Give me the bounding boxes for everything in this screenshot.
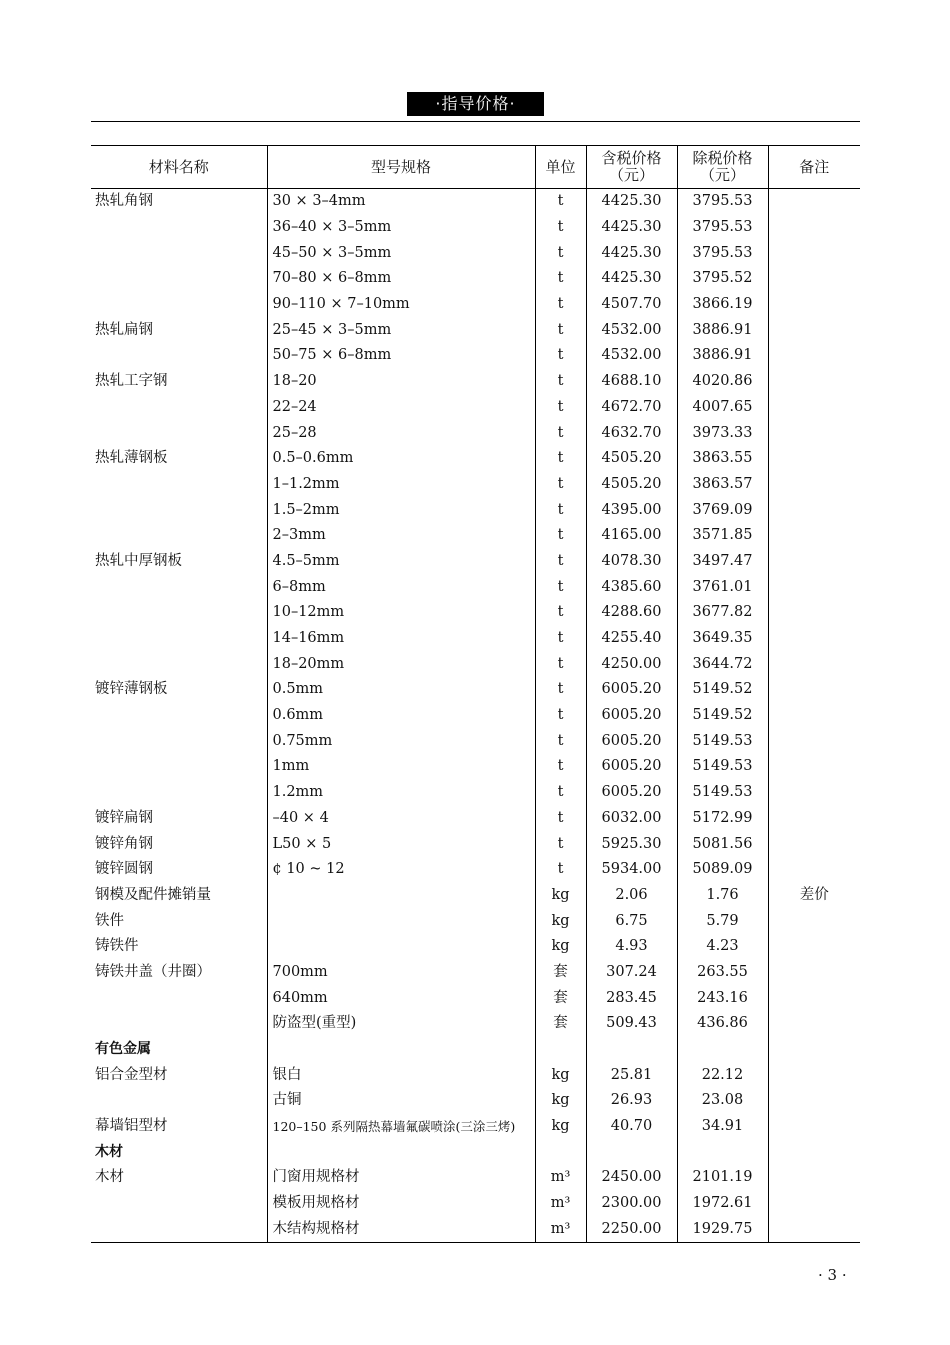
- table-row: [91, 806, 860, 832]
- unit-cell: [535, 1139, 586, 1165]
- unit-cell: t: [535, 446, 586, 472]
- material-name-cell: 铸铁件: [95, 938, 139, 955]
- header-unit: 单位: [535, 146, 586, 189]
- material-name-cell: 热轧角钢: [95, 193, 153, 210]
- price-with-tax-cell: 6032.00: [586, 806, 677, 832]
- price-with-tax-cell: 4255.40: [586, 626, 677, 652]
- material-name-cell: [91, 703, 267, 729]
- price-without-tax-cell: 3886.91: [677, 317, 768, 343]
- price-with-tax-cell: 5934.00: [586, 857, 677, 883]
- unit-cell: t: [535, 343, 586, 369]
- table-row: [91, 240, 860, 266]
- price-with-tax-cell: 4688.10: [586, 369, 677, 395]
- unit-cell: kg: [535, 934, 586, 960]
- section-label: 有色金属: [95, 1041, 151, 1058]
- note-cell: [768, 189, 860, 1243]
- table-row: [91, 1011, 860, 1037]
- unit-cell: t: [535, 395, 586, 421]
- spec-cell: 700mm: [267, 960, 535, 986]
- price-with-tax-cell: 4632.70: [586, 420, 677, 446]
- material-name-cell: 镀锌圆钢: [95, 861, 153, 878]
- material-name-cell: [91, 651, 267, 677]
- table-row: [91, 600, 860, 626]
- table-row: [91, 626, 860, 652]
- price-without-tax-cell: [677, 1139, 768, 1165]
- price-with-tax-cell: 2250.00: [586, 1217, 677, 1243]
- price-with-tax-cell: 6005.20: [586, 677, 677, 703]
- price-without-tax-cell: 1929.75: [677, 1217, 768, 1243]
- spec-cell: 4.5–5mm: [267, 549, 535, 575]
- header-price-without-tax: 除税价格（元）: [677, 146, 768, 189]
- unit-cell: t: [535, 266, 586, 292]
- unit-cell: t: [535, 292, 586, 318]
- price-with-tax-cell: 6005.20: [586, 780, 677, 806]
- table-row: [91, 985, 860, 1011]
- price-without-tax-cell: 5172.99: [677, 806, 768, 832]
- spec-cell: 14–16mm: [267, 626, 535, 652]
- spec-cell: 1.2mm: [267, 780, 535, 806]
- material-name-cell: [91, 292, 267, 318]
- price-without-tax-cell: 2101.19: [677, 1165, 768, 1191]
- spec-cell: 防盗型(重型): [267, 1011, 535, 1037]
- section-label: 木材: [95, 1143, 123, 1160]
- table-row: [91, 1217, 860, 1243]
- spec-cell: 90–110 × 7–10mm: [267, 292, 535, 318]
- table-row: [91, 1191, 860, 1217]
- table-row: [91, 292, 860, 318]
- table-row: [91, 1165, 860, 1191]
- material-name-cell: 热轧薄钢板: [95, 450, 168, 467]
- header-spec: 型号规格: [267, 146, 535, 189]
- spec-cell: 1.5–2mm: [267, 497, 535, 523]
- material-name-cell: [91, 780, 267, 806]
- material-name-cell: 木材: [95, 1169, 124, 1186]
- material-name-cell: [91, 215, 267, 241]
- note-text: 差价: [799, 886, 829, 903]
- price-without-tax-cell: 5089.09: [677, 857, 768, 883]
- price-without-tax-cell: 1.76: [677, 883, 768, 909]
- table-row: [91, 934, 860, 960]
- material-name-cell: [91, 497, 267, 523]
- price-with-tax-cell: 4532.00: [586, 317, 677, 343]
- price-without-tax-cell: 3649.35: [677, 626, 768, 652]
- price-with-tax-cell: 4165.00: [586, 523, 677, 549]
- spec-cell: 0.5–0.6mm: [267, 446, 535, 472]
- price-without-tax-cell: 3795.53: [677, 215, 768, 241]
- unit-cell: t: [535, 780, 586, 806]
- price-without-tax-cell: 22.12: [677, 1062, 768, 1088]
- price-with-tax-cell: 4672.70: [586, 395, 677, 421]
- price-with-tax-cell: [586, 1037, 677, 1063]
- unit-cell: 套: [535, 1011, 586, 1037]
- material-name-cell: [91, 240, 267, 266]
- spec-cell: ¢ 10 ~ 12: [267, 857, 535, 883]
- price-without-tax-cell: 3866.19: [677, 292, 768, 318]
- unit-cell: t: [535, 728, 586, 754]
- material-name-cell: [91, 985, 267, 1011]
- price-without-tax-cell: 3795.53: [677, 189, 768, 215]
- price-with-tax-cell: 4505.20: [586, 472, 677, 498]
- price-with-tax-cell: 6005.20: [586, 728, 677, 754]
- table-row: [91, 472, 860, 498]
- material-name-cell: [91, 343, 267, 369]
- table-row: [91, 1088, 860, 1114]
- table-row: [91, 677, 860, 703]
- material-name-cell: 镀锌薄钢板: [95, 681, 168, 698]
- spec-cell: [267, 934, 535, 960]
- price-without-tax-cell: 34.91: [677, 1114, 768, 1140]
- spec-cell: 1–1.2mm: [267, 472, 535, 498]
- section-row: [91, 1139, 860, 1165]
- unit-cell: [535, 1037, 586, 1063]
- unit-cell: t: [535, 189, 586, 215]
- price-without-tax-cell: 3644.72: [677, 651, 768, 677]
- price-without-tax-cell: 4007.65: [677, 395, 768, 421]
- price-with-tax-cell: 4532.00: [586, 343, 677, 369]
- table-row: [91, 857, 860, 883]
- spec-cell: [267, 1037, 535, 1063]
- price-with-tax-cell: 2450.00: [586, 1165, 677, 1191]
- price-without-tax-cell: 3761.01: [677, 574, 768, 600]
- price-with-tax-cell: 4425.30: [586, 240, 677, 266]
- price-with-tax-cell: 4395.00: [586, 497, 677, 523]
- unit-cell: t: [535, 369, 586, 395]
- spec-cell: 120–150 系列隔热幕墙氟碳喷涂(三涂三烤): [267, 1114, 535, 1140]
- price-without-tax-cell: 1972.61: [677, 1191, 768, 1217]
- price-without-tax-cell: 3795.53: [677, 240, 768, 266]
- table-row: [91, 574, 860, 600]
- material-name-cell: 铁件: [95, 912, 124, 929]
- unit-cell: t: [535, 626, 586, 652]
- unit-cell: t: [535, 703, 586, 729]
- unit-cell: t: [535, 651, 586, 677]
- table-row: [91, 1062, 860, 1088]
- table-header-row: [91, 146, 860, 189]
- price-without-tax-cell: 3677.82: [677, 600, 768, 626]
- unit-cell: t: [535, 549, 586, 575]
- price-without-tax-cell: 5149.53: [677, 728, 768, 754]
- spec-cell: 0.6mm: [267, 703, 535, 729]
- material-name-cell: [91, 523, 267, 549]
- price-with-tax-cell: 4078.30: [586, 549, 677, 575]
- spec-cell: 2–3mm: [267, 523, 535, 549]
- price-with-tax-cell: 2300.00: [586, 1191, 677, 1217]
- material-name-cell: [91, 626, 267, 652]
- spec-cell: 门窗用规格材: [267, 1165, 535, 1191]
- spec-cell: 25–45 × 3–5mm: [267, 317, 535, 343]
- spec-cell: 1mm: [267, 754, 535, 780]
- spec-cell: 70–80 × 6–8mm: [267, 266, 535, 292]
- price-with-tax-cell: 509.43: [586, 1011, 677, 1037]
- material-name-cell: [91, 420, 267, 446]
- price-without-tax-cell: 5149.53: [677, 780, 768, 806]
- table-row: [91, 831, 860, 857]
- price-with-tax-cell: 283.45: [586, 985, 677, 1011]
- spec-cell: 36–40 × 3–5mm: [267, 215, 535, 241]
- spec-cell: [267, 1139, 535, 1165]
- price-with-tax-cell: 40.70: [586, 1114, 677, 1140]
- unit-cell: t: [535, 420, 586, 446]
- spec-cell: 银白: [267, 1062, 535, 1088]
- table-row: [91, 728, 860, 754]
- price-without-tax-cell: 5081.56: [677, 831, 768, 857]
- section-row: [91, 1037, 860, 1063]
- price-with-tax-cell: 25.81: [586, 1062, 677, 1088]
- unit-cell: t: [535, 523, 586, 549]
- spec-cell: 640mm: [267, 985, 535, 1011]
- table-row: [91, 497, 860, 523]
- table-row: [91, 703, 860, 729]
- table-row: [91, 651, 860, 677]
- material-name-cell: [91, 1011, 267, 1037]
- table-row: [91, 523, 860, 549]
- table-row: [91, 215, 860, 241]
- unit-cell: t: [535, 317, 586, 343]
- table-body: [91, 189, 860, 1243]
- material-name-cell: [91, 574, 267, 600]
- price-without-tax-cell: [677, 1037, 768, 1063]
- unit-cell: kg: [535, 908, 586, 934]
- spec-cell: 45–50 × 3–5mm: [267, 240, 535, 266]
- table-row: [91, 754, 860, 780]
- price-with-tax-cell: 6005.20: [586, 754, 677, 780]
- unit-cell: kg: [535, 1062, 586, 1088]
- price-table: [91, 145, 860, 1243]
- unit-cell: t: [535, 497, 586, 523]
- price-with-tax-cell: 6.75: [586, 908, 677, 934]
- unit-cell: t: [535, 240, 586, 266]
- unit-cell: t: [535, 600, 586, 626]
- spec-cell: L50 × 5: [267, 831, 535, 857]
- header-price-with-tax: 含税价格（元）: [586, 146, 677, 189]
- unit-cell: t: [535, 215, 586, 241]
- price-without-tax-cell: 3795.52: [677, 266, 768, 292]
- price-without-tax-cell: 243.16: [677, 985, 768, 1011]
- material-name-cell: [91, 1217, 267, 1243]
- spec-cell: 6–8mm: [267, 574, 535, 600]
- unit-cell: kg: [535, 883, 586, 909]
- price-without-tax-cell: 5149.52: [677, 677, 768, 703]
- price-without-tax-cell: 4020.86: [677, 369, 768, 395]
- material-name-cell: [91, 266, 267, 292]
- unit-cell: t: [535, 754, 586, 780]
- material-name-cell: 铸铁井盖（井圈）: [95, 963, 211, 980]
- price-without-tax-cell: 3886.91: [677, 343, 768, 369]
- spec-cell: 0.75mm: [267, 728, 535, 754]
- price-without-tax-cell: 5149.53: [677, 754, 768, 780]
- unit-cell: kg: [535, 1114, 586, 1140]
- table-row: [91, 1114, 860, 1140]
- price-with-tax-cell: 4425.30: [586, 189, 677, 215]
- table-row: [91, 883, 860, 909]
- price-with-tax-cell: 4250.00: [586, 651, 677, 677]
- page-section-title: ·指导价格·: [407, 92, 544, 116]
- material-name-cell: 钢模及配件摊销量: [95, 886, 211, 903]
- material-name-cell: 镀锌扁钢: [95, 809, 153, 826]
- unit-cell: t: [535, 472, 586, 498]
- page-number: · 3 ·: [818, 1266, 847, 1284]
- table-row: [91, 420, 860, 446]
- material-name-cell: [91, 472, 267, 498]
- table-row: [91, 446, 860, 472]
- price-without-tax-cell: 263.55: [677, 960, 768, 986]
- spec-cell: 18–20: [267, 369, 535, 395]
- table-row: [91, 960, 860, 986]
- material-name-cell: 热轧工字钢: [95, 373, 168, 390]
- unit-cell: t: [535, 831, 586, 857]
- material-name-cell: 幕墙铝型材: [95, 1118, 168, 1135]
- price-with-tax-cell: 26.93: [586, 1088, 677, 1114]
- unit-cell: kg: [535, 1088, 586, 1114]
- spec-cell: 18–20mm: [267, 651, 535, 677]
- price-with-tax-cell: 2.06: [586, 883, 677, 909]
- header-rule: [91, 121, 860, 122]
- table-row: [91, 549, 860, 575]
- price-with-tax-cell: 4425.30: [586, 215, 677, 241]
- price-without-tax-cell: 436.86: [677, 1011, 768, 1037]
- unit-cell: m³: [535, 1165, 586, 1191]
- material-name-cell: 镀锌角钢: [95, 835, 153, 852]
- material-name-cell: 热轧扁钢: [95, 321, 153, 338]
- table-row: [91, 908, 860, 934]
- unit-cell: 套: [535, 985, 586, 1011]
- unit-cell: t: [535, 806, 586, 832]
- price-with-tax-cell: 4288.60: [586, 600, 677, 626]
- material-name-cell: [91, 600, 267, 626]
- price-without-tax-cell: 3863.57: [677, 472, 768, 498]
- spec-cell: –40 × 4: [267, 806, 535, 832]
- header-material-name: 材料名称: [91, 146, 267, 189]
- spec-cell: 木结构规格材: [267, 1217, 535, 1243]
- material-name-cell: [91, 395, 267, 421]
- spec-cell: 50–75 × 6–8mm: [267, 343, 535, 369]
- unit-cell: t: [535, 857, 586, 883]
- price-with-tax-cell: 4507.70: [586, 292, 677, 318]
- material-name-cell: 铝合金型材: [95, 1066, 168, 1083]
- price-without-tax-cell: 4.23: [677, 934, 768, 960]
- unit-cell: 套: [535, 960, 586, 986]
- table-row: [91, 780, 860, 806]
- spec-cell: [267, 908, 535, 934]
- spec-cell: 22–24: [267, 395, 535, 421]
- unit-cell: t: [535, 677, 586, 703]
- material-name-cell: 热轧中厚钢板: [95, 552, 182, 569]
- table-row: [91, 369, 860, 395]
- spec-cell: 0.5mm: [267, 677, 535, 703]
- unit-cell: t: [535, 574, 586, 600]
- table-row: [91, 266, 860, 292]
- table-row: [91, 317, 860, 343]
- spec-cell: 模板用规格材: [267, 1191, 535, 1217]
- table-row: [91, 343, 860, 369]
- spec-cell: 10–12mm: [267, 600, 535, 626]
- spec-cell: 30 × 3–4mm: [267, 189, 535, 215]
- price-with-tax-cell: 4425.30: [586, 266, 677, 292]
- price-without-tax-cell: 5149.52: [677, 703, 768, 729]
- price-with-tax-cell: 4.93: [586, 934, 677, 960]
- price-without-tax-cell: 3973.33: [677, 420, 768, 446]
- material-name-cell: [91, 754, 267, 780]
- spec-cell: [267, 883, 535, 909]
- price-with-tax-cell: [586, 1139, 677, 1165]
- material-name-cell: [91, 728, 267, 754]
- table-row: [91, 395, 860, 421]
- price-without-tax-cell: 3497.47: [677, 549, 768, 575]
- price-with-tax-cell: 4505.20: [586, 446, 677, 472]
- price-without-tax-cell: 5.79: [677, 908, 768, 934]
- unit-cell: m³: [535, 1217, 586, 1243]
- header-note: 备注: [768, 146, 860, 189]
- price-without-tax-cell: 3863.55: [677, 446, 768, 472]
- table-row: [91, 189, 860, 215]
- price-with-tax-cell: 6005.20: [586, 703, 677, 729]
- price-with-tax-cell: 307.24: [586, 960, 677, 986]
- spec-cell: 25–28: [267, 420, 535, 446]
- spec-cell: 古铜: [267, 1088, 535, 1114]
- unit-cell: m³: [535, 1191, 586, 1217]
- price-without-tax-cell: 3769.09: [677, 497, 768, 523]
- price-with-tax-cell: 4385.60: [586, 574, 677, 600]
- material-name-cell: [91, 1088, 267, 1114]
- price-without-tax-cell: 3571.85: [677, 523, 768, 549]
- material-name-cell: [91, 1191, 267, 1217]
- price-without-tax-cell: 23.08: [677, 1088, 768, 1114]
- price-with-tax-cell: 5925.30: [586, 831, 677, 857]
